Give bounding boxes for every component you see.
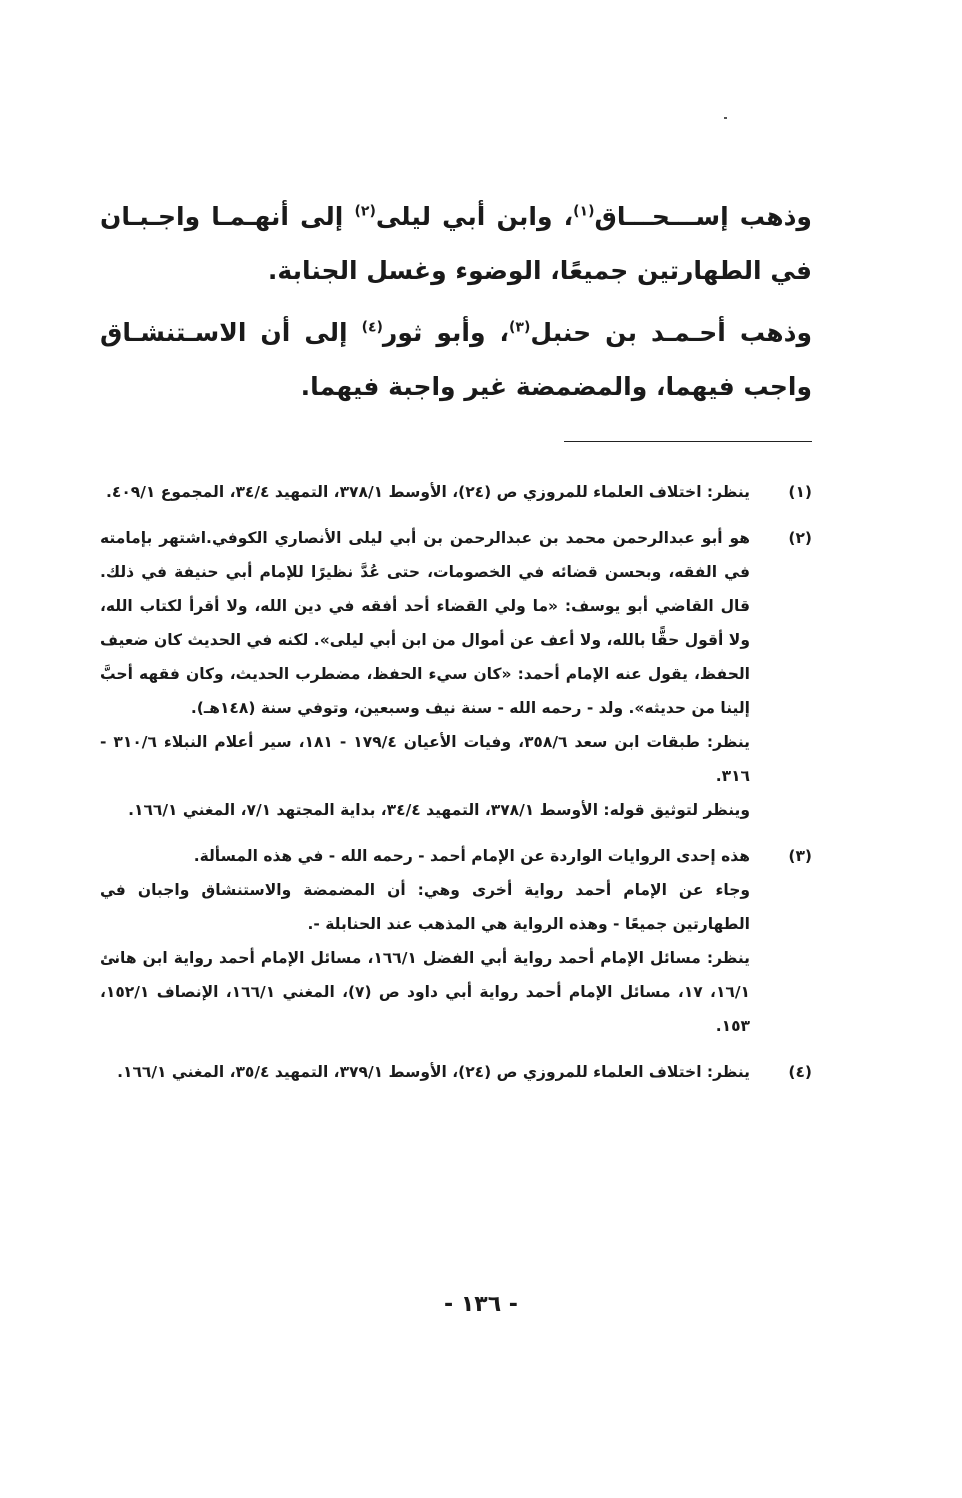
para1-text-b: ، وابن أبي ليلى [375,202,574,231]
footnote-line: وينظر لتوثيق قوله: الأوسط ٣٧٨/١، التمهيد ٣٤/٤، بداية المجتهد ٧/١، المغني ١٦٦/١. [128,801,750,819]
footnote-body [100,521,750,827]
footnote-line: ينظر: اختلاف العلماء للمروزي ص (٢٤)، الأوسط ٣٧٩/١، التمهيد ٣٥/٤، المغني ١٦٦/١. [117,1063,750,1081]
footnote-line: ينظر: مسائل الإمام أحمد رواية أبي الفضل ١٦٦/١، مسائل الإمام أحمد رواية ابن هانئ ١٦/١، ١٧، مسائل الإمام أحمد رواية أبي داود ص (٧)، المغني ١٦٦/١، الإنصاف ١٥٢/١، ١٥٣. [100,949,750,1035]
footnote-number: (٢) [788,529,812,547]
para2-text-a: وذهب أحـمـد بن حنبل [530,318,812,347]
footnote-body [100,1055,750,1089]
footnote-ref-4[interactable]: (٤) [361,319,383,336]
footnote-number: (١) [788,483,812,501]
para2-text-c: إلى أن الاسـتنشـاق واجب فيهما، والمضمضة غير واجبة فيهما. [100,318,812,401]
footnote-line: ينظر: طبقات ابن سعد ٣٥٨/٦، وفيات الأعيان ١٧٩/٤ - ١٨١، سير أعلام النبلاء ٣١٠/٦ - ٣١٦. [100,733,750,785]
para1-text-c: إلى أنهـمـا واجـبـان في الطهارتين جميعًا، الوضوء وغسل الجنابة. [100,202,812,285]
main-paragraph-1 [100,190,812,298]
footnote-3 [100,839,812,1043]
footnote-line: ينظر: اختلاف العلماء للمروزي ص (٢٤)، الأوسط ٣٧٨/١، التمهيد ٣٤/٤، المجموع ٤٠٩/١. [105,483,750,501]
footnotes-section [100,475,812,1101]
footnote-ref-3[interactable]: (٣) [509,319,531,336]
main-paragraph-2 [100,306,812,414]
footnote-number: (٤) [788,1063,812,1081]
main-body-text [100,190,812,422]
footnote-4 [100,1055,812,1089]
scan-speck [724,117,727,119]
footnote-line: وجاء عن الإمام أحمد رواية أخرى وهي: أن المضمضة والاستنشاق واجبان في الطهارتين جميعًا - وهذه الرواية هي المذهب عند الحنابلة -. [100,881,750,933]
footnote-body [100,839,750,1043]
footnote-body [100,475,750,509]
para1-text-a: وذهب إســـحـــاق [594,202,812,231]
para2-text-b: ، وأبو ثور [382,318,510,347]
footnote-line: هو أبو عبدالرحمن محمد بن عبدالرحمن بن أبي ليلى الأنصاري الكوفي.اشتهر بإمامته في الفقه، وبحسن قضائه في الخصومات، حتى عُدَّ نظيرًا للإمام أبي حنيفة في ذلك. قال القاضي أبو يوسف: «ما ولي القضاء أحد أفقه في دين الله، ولا أقرأ لكتاب الله، ولا أقول حقًّا بالله، ولا أعف عن أموال من ابن أبي ليلى». لكنه في الحديث كان ضعيف الحفظ، يقول عنه الإمام أحمد: «كان سيء الحفظ، مضطرب الحديث، وكان فقهه أحبَّ إلينا من حديثه». ولد - رحمه الله - سنة نيف وسبعين، وتوفي سنة (١٤٨هـ). [100,529,750,717]
footnote-ref-2[interactable]: (٢) [354,203,376,220]
page-number: - ١٣٦ - [444,1292,518,1317]
footnote-ref-1[interactable]: (١) [573,203,595,220]
footnote-2 [100,521,812,827]
footnote-number: (٣) [788,847,812,865]
footnote-separator [564,441,812,442]
footnote-1 [100,475,812,509]
footnote-line: هذه إحدى الروايات الواردة عن الإمام أحمد - رحمه الله - في هذه المسألة. [193,847,750,865]
